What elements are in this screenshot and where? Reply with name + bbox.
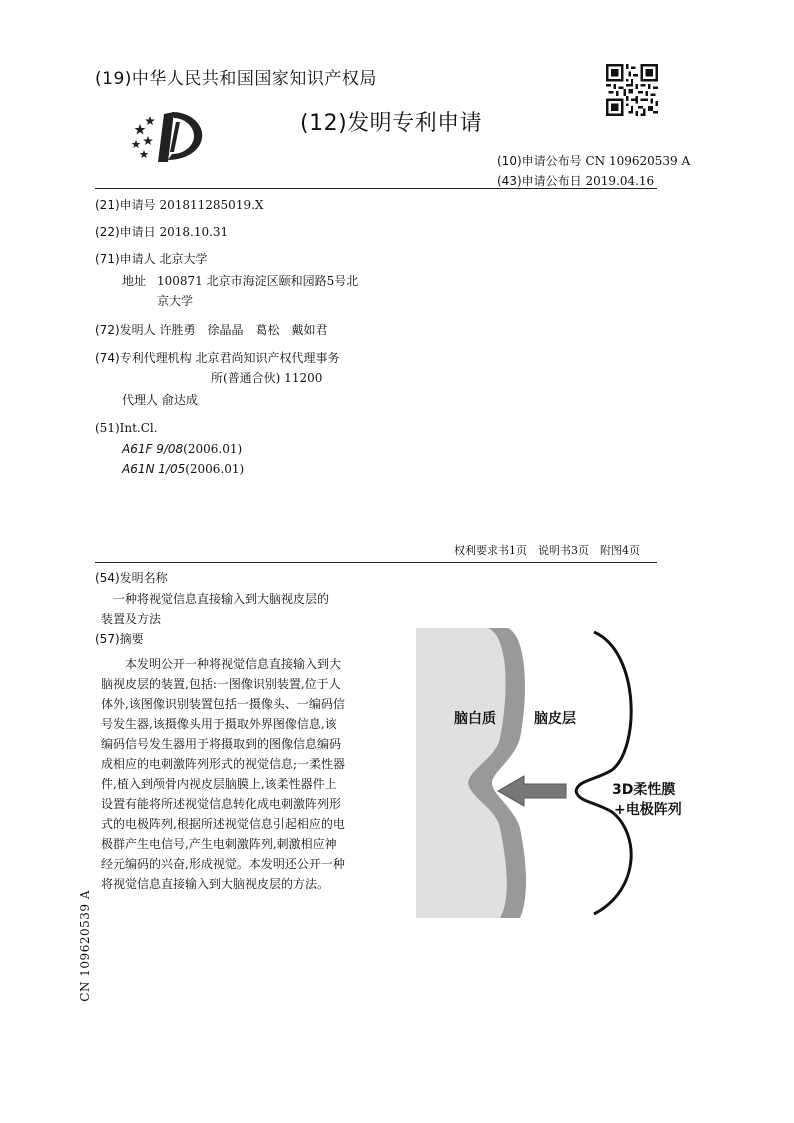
ipc-version-2: (2006.01) [185, 462, 245, 476]
document-type-title: (12)发明专利申请 [300, 111, 483, 136]
invention-title-label: (54)发明名称 [95, 571, 168, 585]
publication-date-value: 2019.04.16 [585, 174, 655, 188]
application-number-row [95, 197, 263, 213]
ipc-code-1: A61F 9/08 [122, 442, 184, 456]
section-divider [95, 562, 657, 563]
abstract-label: (57)摘要 [95, 632, 144, 646]
abstract-figure [416, 628, 682, 918]
abstract-line: 成相应的电刺激阵列形式的视觉信息;一柔性器 [101, 757, 346, 771]
page-count-info: 权利要求书1页 说明书3页 附图4页 [454, 544, 640, 557]
arrow-icon [498, 776, 566, 806]
applicant-label: (71)申请人 [95, 252, 156, 266]
agency-line-2: 所(普通合伙) 11200 [211, 371, 323, 385]
header-divider [95, 188, 657, 189]
agent-row [122, 392, 198, 408]
abstract-line: 将视觉信息直接输入到大脑视皮层的方法。 [101, 877, 330, 891]
application-date-label: (22)申请日 [95, 225, 156, 239]
ipc-label: (51)Int.Cl. [95, 421, 158, 435]
application-date-row [95, 224, 228, 240]
publication-number-label: (10)申请公布号 [497, 154, 582, 168]
publication-date-label: (43)申请公布日 [497, 174, 582, 188]
agency-row [95, 350, 339, 366]
agent-value: 俞达成 [161, 393, 198, 407]
inventors-row [95, 322, 327, 338]
film-curve [576, 632, 631, 914]
invention-title-line-2: 装置及方法 [101, 612, 162, 626]
abstract-line: 脑视皮层的装置,包括:一图像识别装置,位于人 [101, 677, 341, 691]
label-film-line-1: 3D柔性膜 [612, 782, 676, 798]
abstract-line: 本发明公开一种将视觉信息直接输入到大 [101, 657, 342, 671]
cnipa-logo-icon [128, 104, 210, 166]
abstract-line: 极群产生电信号,产生电刺激阵列,刺激相应神 [101, 837, 337, 851]
qr-code-icon [606, 64, 658, 116]
application-number-label: (21)申请号 [95, 198, 156, 212]
publication-number-value: CN 109620539 A [585, 154, 691, 168]
label-film-line-2: +电极阵列 [614, 802, 682, 818]
agency-label: (74)专利代理机构 [95, 351, 192, 365]
abstract-line: 编码信号发生器用于将摄取到的图像信息编码 [101, 737, 342, 751]
label-cortex: 脑皮层 [534, 711, 576, 727]
ipc-version-1: (2006.01) [183, 442, 243, 456]
publication-number-row [497, 152, 690, 169]
ipc-code-2: A61N 1/05 [122, 462, 186, 476]
abstract-line: 设置有能将所述视觉信息转化成电刺激阵列形 [101, 797, 342, 811]
patent-office-name: (19)中华人民共和国国家知识产权局 [95, 69, 377, 89]
application-number-value: 201811285019.X [159, 198, 264, 212]
abstract-line: 号发生器,该摄像头用于摄取外界图像信息,该 [101, 717, 337, 731]
abstract-line: 件,植入到颅骨内视皮层脑膜上,该柔性器件上 [101, 777, 337, 791]
inventors-label: (72)发明人 [95, 323, 156, 337]
ipc-row-2 [122, 461, 244, 477]
side-publication-number: CN 109620539 A [78, 890, 92, 1002]
agency-line-1: 北京君尚知识产权代理事务 [195, 351, 340, 365]
address-line-1: 100871 北京市海淀区颐和园路5号北 [157, 274, 359, 288]
abstract-line: 式的电极阵列,根据所述视觉信息引起相应的电 [101, 817, 345, 831]
abstract-line: 体外,该图像识别装置包括一摄像头、一编码信 [101, 697, 345, 711]
publication-date-row [497, 172, 654, 189]
address-label: 地址 [122, 274, 147, 288]
inventors-value: 许胜勇 徐晶晶 葛松 戴如君 [159, 323, 328, 337]
abstract-line: 经元编码的兴奋,形成视觉。本发明还公开一种 [101, 857, 345, 871]
applicant-value: 北京大学 [159, 252, 208, 266]
address-line-2: 京大学 [157, 294, 194, 308]
label-white-matter: 脑白质 [454, 711, 496, 727]
application-date-value: 2018.10.31 [159, 225, 229, 239]
ipc-row-1 [122, 441, 242, 457]
agent-label: 代理人 [122, 393, 159, 407]
applicant-row [95, 251, 207, 267]
invention-title-line-1: 一种将视觉信息直接输入到大脑视皮层的 [113, 592, 330, 606]
